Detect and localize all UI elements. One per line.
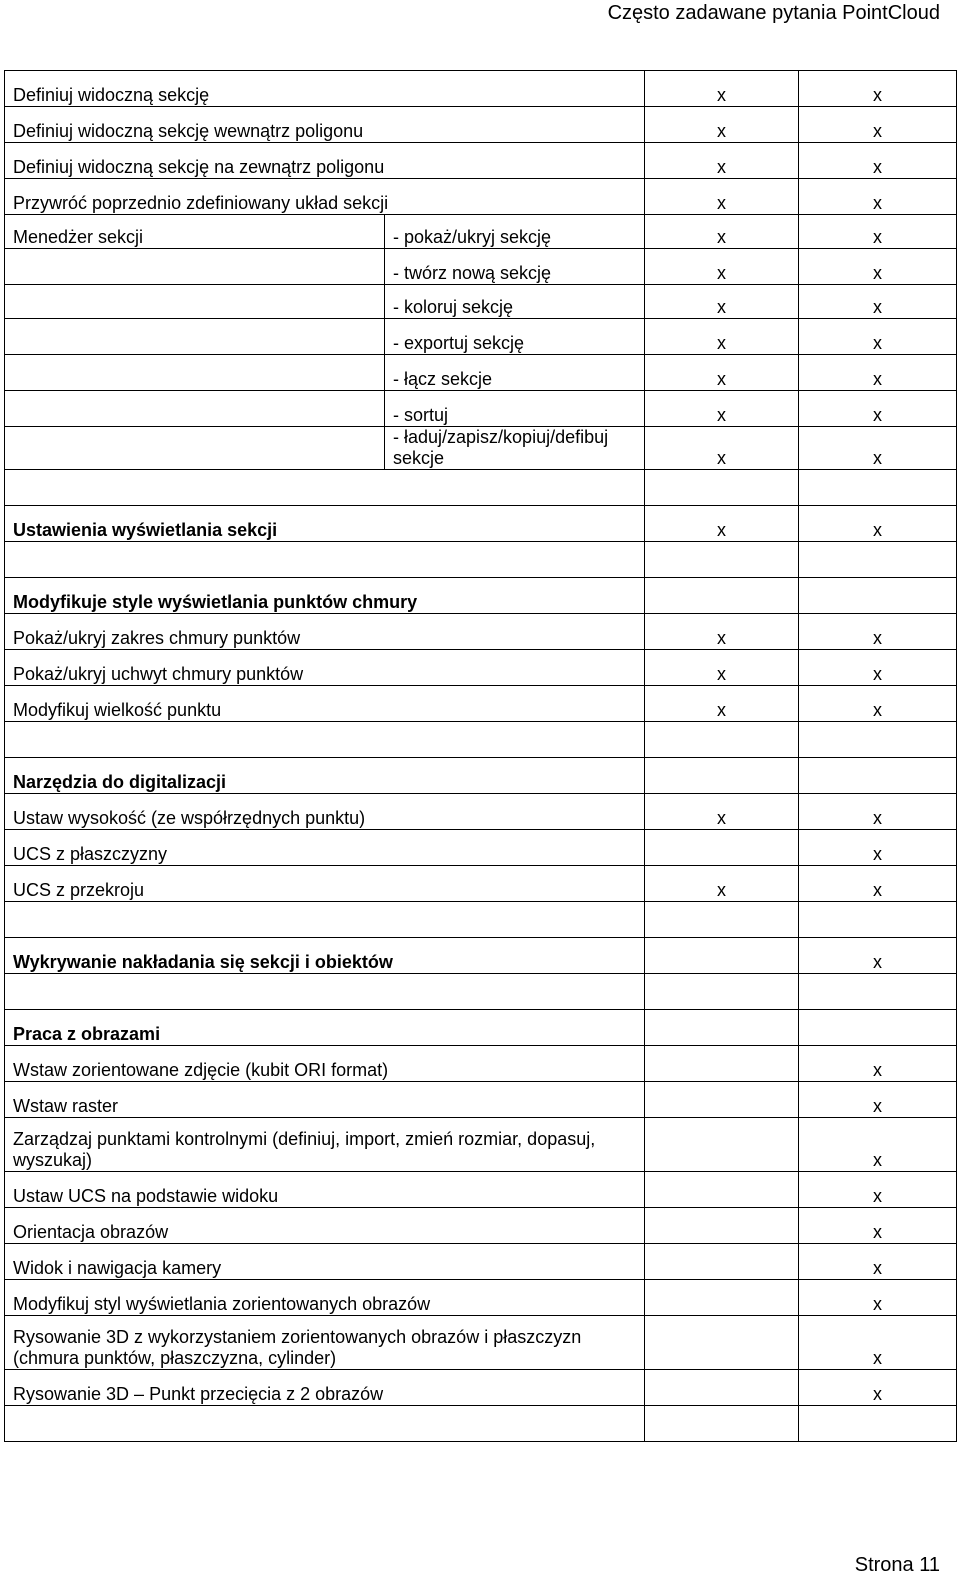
table-row [5,686,957,722]
row-label: Modyfikuj styl wyświetlania zorientowanych obrazów [5,1280,645,1316]
row-sublabel: - sortuj [385,391,645,427]
support-mark-col1 [645,542,799,578]
row-label: Przywróć poprzednio zdefiniowany układ sekcji [5,179,645,215]
support-mark-col1 [645,1010,799,1046]
row-label: Narzędzia do digitalizacji [5,758,645,794]
row-label [5,319,385,355]
row-label: Zarządzaj punktami kontrolnymi (definiuj, import, zmień rozmiar, dopasuj, wyszukaj) [5,1118,645,1172]
support-mark-col1 [645,1370,799,1406]
support-mark-col2 [799,578,957,614]
support-mark-col2: x [799,143,957,179]
support-mark-col1: x [645,319,799,355]
row-label: Modyfikuje style wyświetlania punktów chmury [5,578,645,614]
support-mark-col2: x [799,427,957,470]
support-mark-col1 [645,758,799,794]
support-mark-col2: x [799,686,957,722]
row-label [5,902,645,938]
support-mark-col2 [799,470,957,506]
row-label: Menedżer sekcji [5,215,385,249]
row-label: UCS z przekroju [5,866,645,902]
row-label [5,974,645,1010]
row-label: Modyfikuj wielkość punktu [5,686,645,722]
table-row [5,1280,957,1316]
row-label: Wstaw zorientowane zdjęcie (kubit ORI format) [5,1046,645,1082]
row-label [5,427,385,470]
support-mark-col2: x [799,179,957,215]
table-row [5,1370,957,1406]
support-mark-col2: x [799,319,957,355]
page-footer-number: Strona 11 [854,1554,940,1576]
support-mark-col1 [645,722,799,758]
support-mark-col1: x [645,179,799,215]
support-mark-col1 [645,1280,799,1316]
table-row [5,71,957,107]
row-label [5,542,645,578]
support-mark-col2 [799,1406,957,1442]
row-sublabel: - koloruj sekcję [385,285,645,319]
support-mark-col1: x [645,650,799,686]
support-mark-col2: x [799,1046,957,1082]
support-mark-col1: x [645,249,799,285]
row-label: Definiuj widoczną sekcję na zewnątrz poligonu [5,143,645,179]
support-mark-col2: x [799,1118,957,1172]
table-row [5,1082,957,1118]
support-mark-col2: x [799,1082,957,1118]
support-mark-col2: x [799,614,957,650]
table-row [5,758,957,794]
support-mark-col2: x [799,1280,957,1316]
table-row [5,1172,957,1208]
table-row [5,355,957,391]
table-row [5,794,957,830]
support-mark-col1 [645,938,799,974]
support-mark-col1: x [645,614,799,650]
row-label: Wstaw raster [5,1082,645,1118]
row-label: Ustaw UCS na podstawie widoku [5,1172,645,1208]
row-label: Rysowanie 3D – Punkt przecięcia z 2 obrazów [5,1370,645,1406]
table-row [5,143,957,179]
table-row [5,542,957,578]
support-mark-col1: x [645,215,799,249]
table-row [5,578,957,614]
row-sublabel: - ładuj/zapisz/kopiuj/defibuj sekcje [385,427,645,470]
table-row [5,974,957,1010]
support-mark-col2: x [799,866,957,902]
table-row [5,1406,957,1442]
row-label: Orientacja obrazów [5,1208,645,1244]
table-row [5,285,957,319]
page-header-title: Często zadawane pytania PointCloud [607,2,940,24]
support-mark-col2: x [799,107,957,143]
row-label: Ustaw wysokość (ze współrzędnych punktu) [5,794,645,830]
row-label: UCS z płaszczyzny [5,830,645,866]
table-row [5,902,957,938]
feature-table [4,70,957,1442]
support-mark-col1 [645,470,799,506]
table-row [5,1046,957,1082]
row-label [5,1406,645,1442]
table-row [5,107,957,143]
support-mark-col1 [645,1208,799,1244]
table-row [5,470,957,506]
support-mark-col2: x [799,285,957,319]
row-sublabel: - twórz nową sekcję [385,249,645,285]
row-label: Pokaż/ukryj zakres chmury punktów [5,614,645,650]
support-mark-col2: x [799,506,957,542]
row-label [5,470,645,506]
support-mark-col1 [645,578,799,614]
row-label [5,249,385,285]
support-mark-col2 [799,722,957,758]
support-mark-col2: x [799,1208,957,1244]
support-mark-col1: x [645,686,799,722]
support-mark-col1: x [645,143,799,179]
table-row [5,1118,957,1172]
support-mark-col1 [645,830,799,866]
support-mark-col2: x [799,391,957,427]
support-mark-col2: x [799,355,957,391]
support-mark-col1: x [645,794,799,830]
table-row [5,427,957,470]
support-mark-col2: x [799,794,957,830]
table-row [5,249,957,285]
row-label: Definiuj widoczną sekcję wewnątrz poligonu [5,107,645,143]
support-mark-col2: x [799,1172,957,1208]
row-label [5,285,385,319]
table-row [5,1316,957,1370]
support-mark-col2 [799,902,957,938]
table-row [5,506,957,542]
support-mark-col1 [645,1118,799,1172]
table-row [5,391,957,427]
support-mark-col2 [799,542,957,578]
table-row [5,614,957,650]
support-mark-col1: x [645,427,799,470]
support-mark-col1: x [645,506,799,542]
support-mark-col2 [799,1010,957,1046]
support-mark-col1 [645,1316,799,1370]
table-row [5,938,957,974]
support-mark-col2: x [799,830,957,866]
support-mark-col2: x [799,650,957,686]
support-mark-col1: x [645,285,799,319]
support-mark-col2: x [799,249,957,285]
row-label [5,722,645,758]
support-mark-col1 [645,1406,799,1442]
table-row [5,1010,957,1046]
table-row [5,830,957,866]
table-row [5,1244,957,1280]
row-label: Widok i nawigacja kamery [5,1244,645,1280]
support-mark-col1: x [645,107,799,143]
support-mark-col1 [645,1046,799,1082]
row-label [5,355,385,391]
support-mark-col1: x [645,391,799,427]
table-row [5,650,957,686]
row-label [5,391,385,427]
support-mark-col1: x [645,355,799,391]
table-row [5,722,957,758]
row-label: Wykrywanie nakładania się sekcji i obiektów [5,938,645,974]
support-mark-col1 [645,1082,799,1118]
row-sublabel: - łącz sekcje [385,355,645,391]
support-mark-col1 [645,1172,799,1208]
row-label: Definiuj widoczną sekcję [5,71,645,107]
support-mark-col2: x [799,71,957,107]
row-label: Pokaż/ukryj uchwyt chmury punktów [5,650,645,686]
table-row [5,1208,957,1244]
row-sublabel: - pokaż/ukryj sekcję [385,215,645,249]
row-label: Rysowanie 3D z wykorzystaniem zorientowanych obrazów i płaszczyzn (chmura punktów, płaszczyzna, cylinder) [5,1316,645,1370]
support-mark-col2: x [799,215,957,249]
support-mark-col1 [645,974,799,1010]
table-row [5,179,957,215]
support-mark-col1 [645,1244,799,1280]
support-mark-col1: x [645,866,799,902]
support-mark-col2 [799,974,957,1010]
support-mark-col2: x [799,1244,957,1280]
support-mark-col1: x [645,71,799,107]
row-label: Praca z obrazami [5,1010,645,1046]
table-row [5,866,957,902]
table-row [5,319,957,355]
support-mark-col2: x [799,1370,957,1406]
table-row [5,215,957,249]
row-sublabel: - exportuj sekcję [385,319,645,355]
support-mark-col1 [645,902,799,938]
support-mark-col2 [799,758,957,794]
support-mark-col2: x [799,1316,957,1370]
support-mark-col2: x [799,938,957,974]
row-label: Ustawienia wyświetlania sekcji [5,506,645,542]
